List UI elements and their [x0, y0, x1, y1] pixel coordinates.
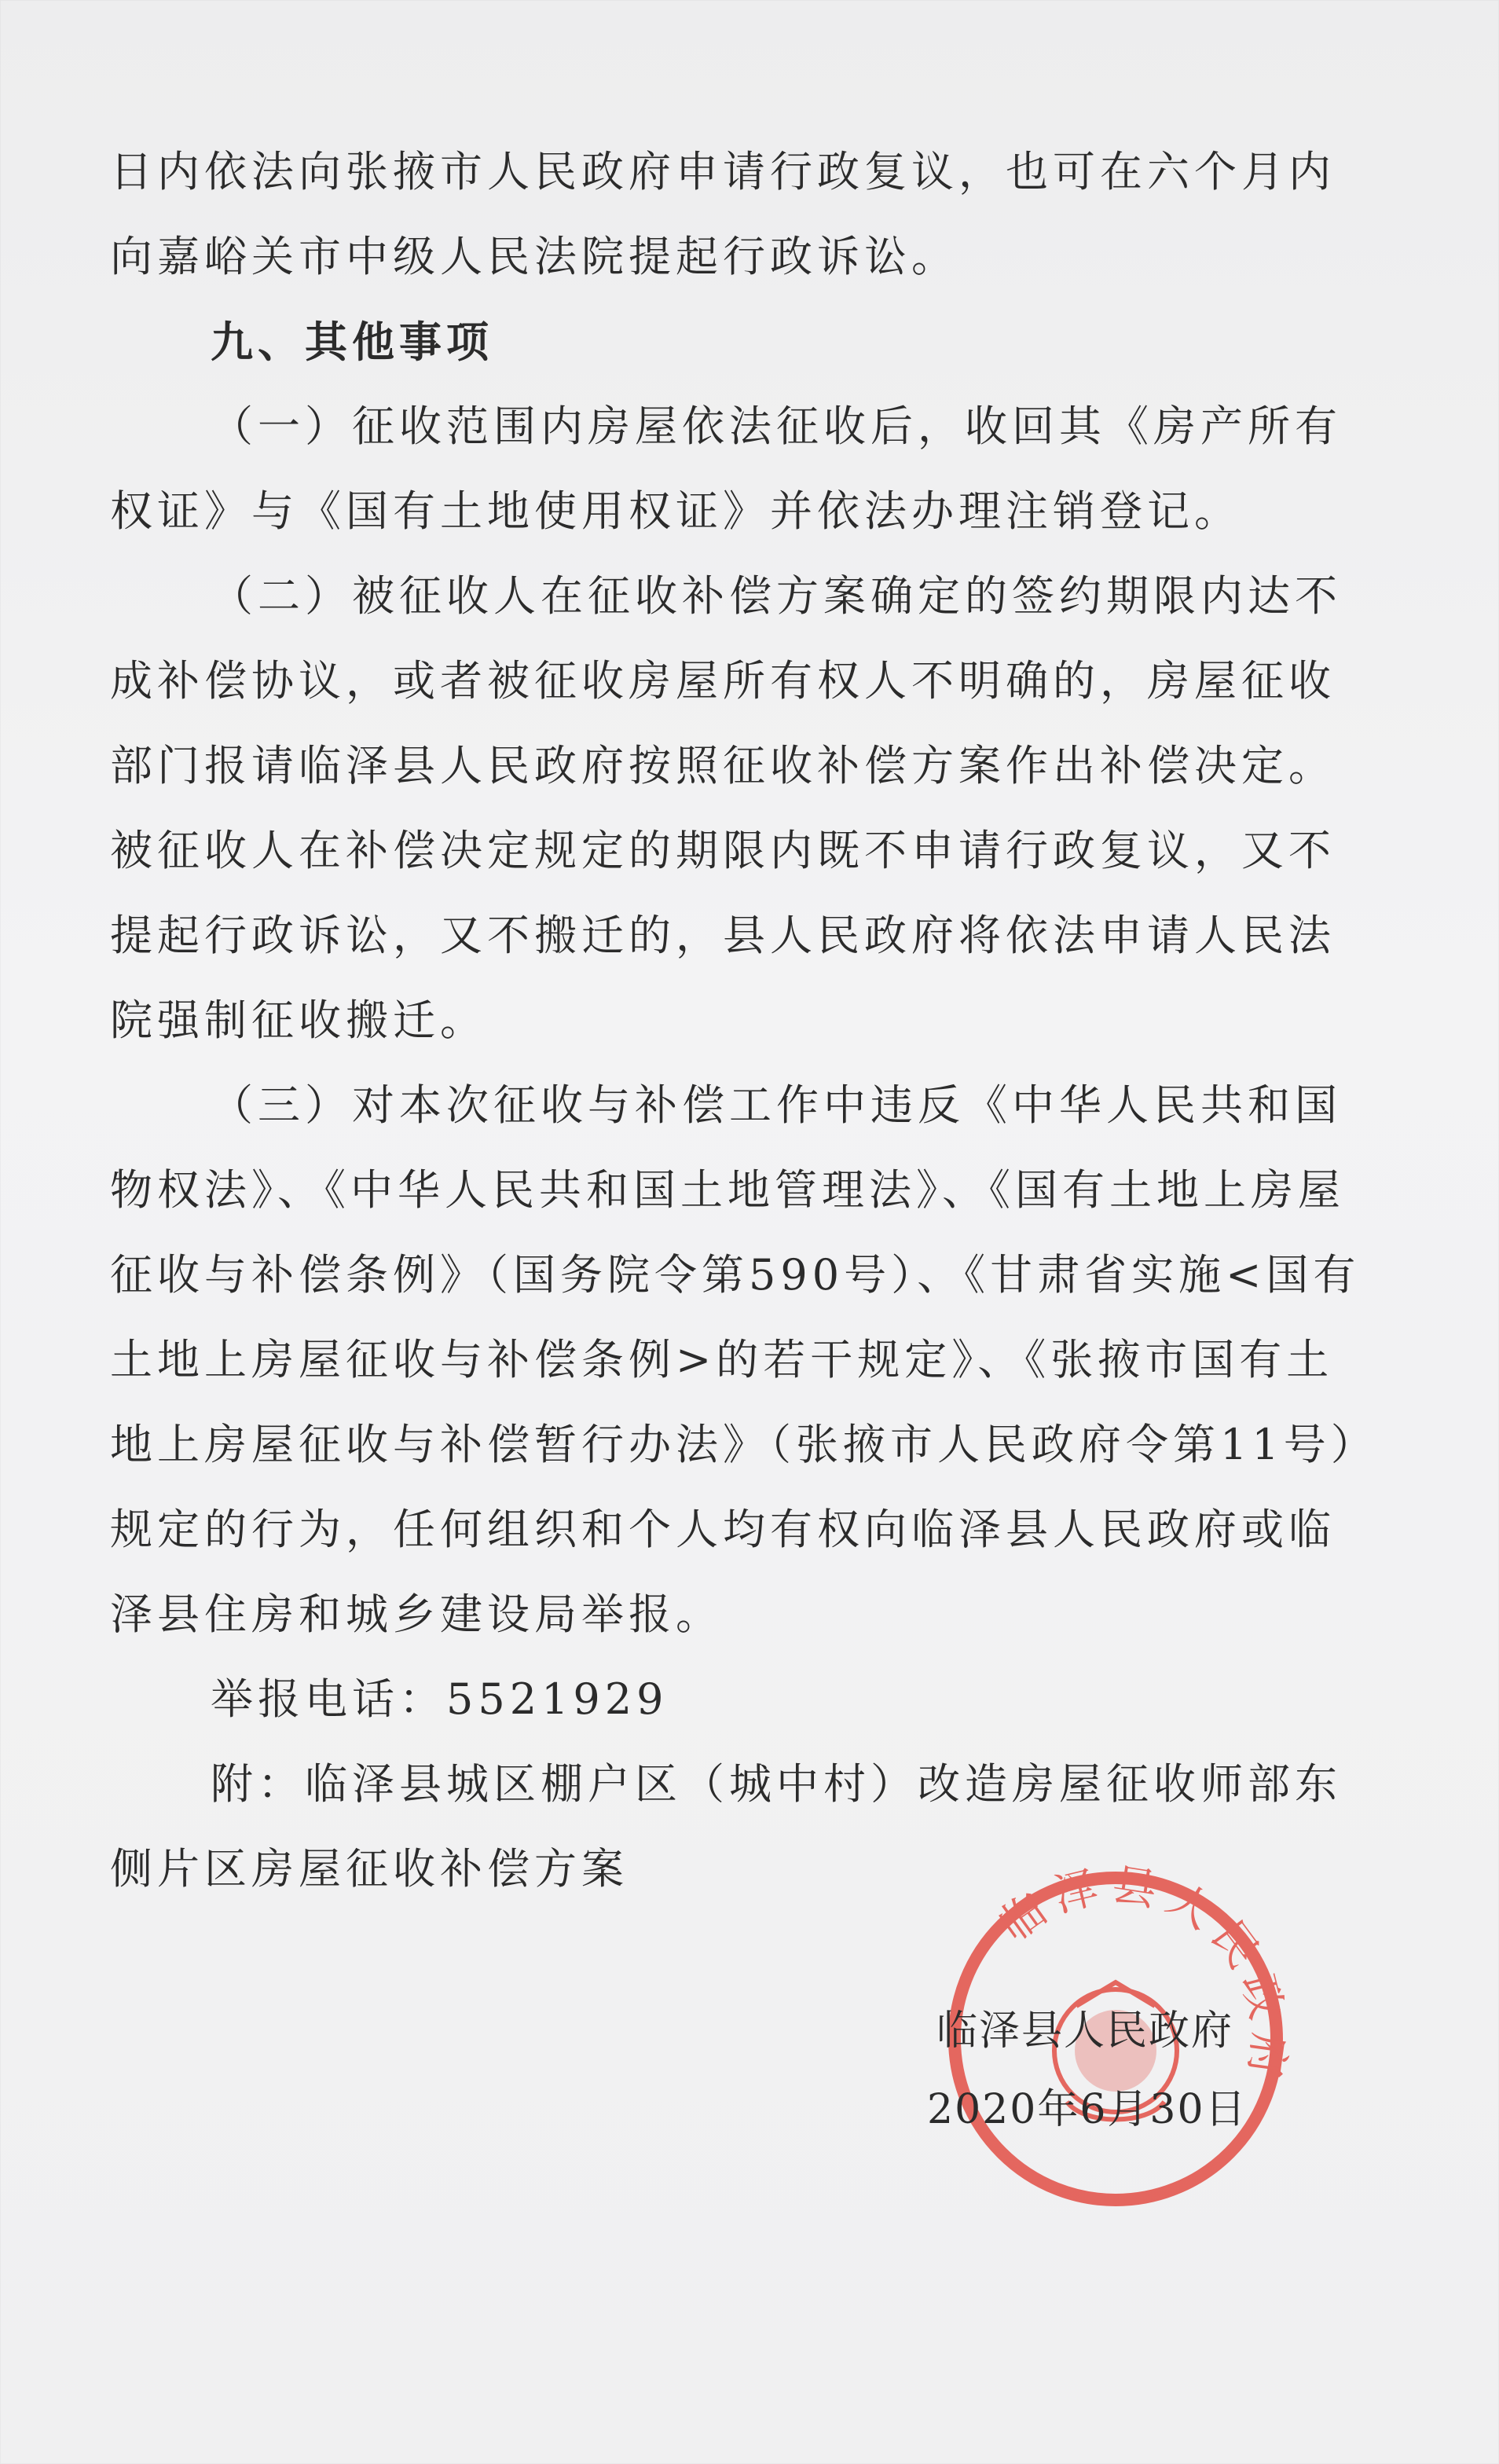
body-line: 向嘉峪关市中级人民法院提起行政诉讼。: [110, 232, 958, 281]
body-line: 规定的行为，任何组织和个人均有权向临泽县人民政府或临: [110, 1505, 1336, 1554]
body-line: 泽县住房和城乡建设局举报。: [110, 1590, 723, 1639]
body-line: （二）被征收人在征收补偿方案确定的签约期限内达不: [211, 571, 1342, 621]
body-line: （一）征收范围内房屋依法征收后，收回其《房产所有: [211, 402, 1342, 451]
signature-date: 2020年6月30日: [927, 2086, 1248, 2133]
body-line: 提起行政诉讼，又不搬迁的，县人民政府将依法申请人民法: [110, 911, 1336, 960]
body-line: 日内依法向张掖市人民政府申请行政复议，也可在六个月内: [110, 147, 1336, 196]
attachment-line: 附：临泽县城区棚户区（城中村）改造房屋征收师部东: [211, 1759, 1342, 1809]
signature-organization: 临泽县人民政府: [936, 2008, 1234, 2055]
section-heading: 九、其他事项: [211, 317, 493, 367]
body-line: 地上房屋征收与补偿暂行办法》（张掖市人民政府令第11号）: [110, 1420, 1378, 1469]
body-line: 成补偿协议，或者被征收房屋所有权人不明确的，房屋征收: [110, 656, 1336, 706]
body-line: 物权法》、《中华人民共和国土地管理法》、《国有土地上房屋: [110, 1165, 1345, 1215]
body-line: 权证》与《国有土地使用权证》并依法办理注销登记。: [110, 486, 1241, 536]
signature-block: [927, 1992, 1367, 2149]
body-line: 征收与补偿条例》（国务院令第590号）、《甘肃省实施<国有: [110, 1250, 1361, 1300]
seal-text-path: 临泽县人民政府: [990, 1859, 1296, 2090]
report-phone-line: 举报电话：5521929: [211, 1674, 669, 1724]
document-body: [110, 130, 1383, 1912]
body-line: 土地上房屋征收与补偿条例>的若干规定》、《张掖市国有土: [110, 1335, 1334, 1384]
body-line: （三）对本次征收与补偿工作中违反《中华人民共和国: [211, 1080, 1342, 1130]
body-line: 部门报请临泽县人民政府按照征收补偿方案作出补偿决定。: [110, 741, 1336, 790]
body-line: 院强制征收搬迁。: [110, 996, 487, 1045]
attachment-line: 侧片区房屋征收补偿方案: [110, 1844, 629, 1894]
body-line: 被征收人在补偿决定规定的期限内既不申请行政复议，又不: [110, 826, 1336, 875]
